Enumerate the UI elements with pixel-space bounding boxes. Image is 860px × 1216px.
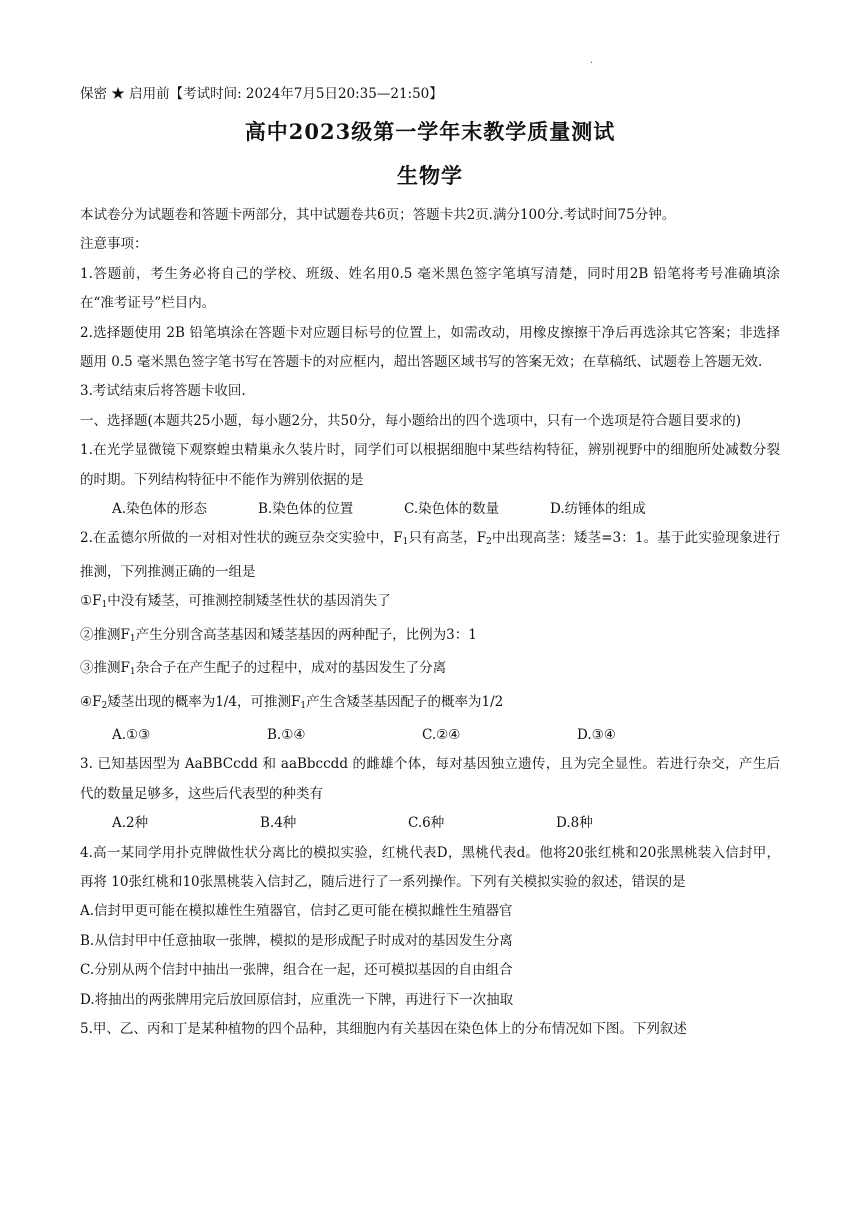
statement-4: $④F_2$矮茎出现的概率为1/4，可推测$F_1$产生含矮茎基因配子的概率为1/2 bbox=[80, 693, 504, 711]
question-3-options bbox=[80, 809, 780, 838]
option-d: D.纺锤体的组成 bbox=[550, 501, 646, 518]
option-a: A.2种 bbox=[112, 815, 149, 832]
statement-2: ②推测$F_1$产生分别含高茎基因和矮茎基因的两种配子，比例为3：1 bbox=[80, 626, 477, 644]
question-4-stem: 4.高一某同学用扑克牌做性状分离比的模拟实验，红桃代表D，黑桃代表d。他将20张红桃和20张黑桃装入信封甲，再将 10张红桃和10张黑桃装入信封乙，随后进行了一系列操作。下列有关模拟实验的叙述，错误的是 bbox=[80, 844, 780, 890]
subject-title: 生物学 bbox=[397, 163, 463, 188]
option-b: B.①④ bbox=[267, 726, 306, 743]
option-c: C.6种 bbox=[408, 815, 445, 832]
option-d: D.③④ bbox=[577, 726, 616, 743]
intro-paragraph: 本试卷分为试题卷和答题卡两部分，其中试题卷共6页；答题卡共2页.满分100分.考试时间75分钟。 bbox=[80, 207, 676, 223]
question-2-stem: 2.在孟德尔所做的一对相对性状的豌豆杂交实验中，$F_1$只有高茎，$F_2$中出现高茎：矮茎=3：1。基于此实验现象进行推测，下列推测正确的一组是 bbox=[80, 530, 780, 580]
question-1-options bbox=[80, 495, 780, 524]
statement-3: ③推测$F_1$杂合子在产生配子的过程中，成对的基因发生了分离 bbox=[80, 660, 447, 678]
option-b: B.从信封甲中任意抽取一张牌，模拟的是形成配子时成对的基因发生分离 bbox=[80, 932, 513, 949]
question-2-options bbox=[80, 721, 780, 750]
notice-heading: 注意事项： bbox=[80, 236, 148, 253]
option-c: C.②④ bbox=[422, 726, 461, 743]
notice-item-3: 3.考试结束后将答题卡收回. bbox=[80, 383, 246, 400]
notice-item-1: 1.答题前，考生务必将自己的学校、班级、姓名用0.5 毫米黑色签字笔填写清楚，同时用2B 铅笔将考号准确填涂在“准考证号”栏目内。 bbox=[80, 265, 780, 312]
confidential-line: 保密 ★ 启用前【考试时间: 2024年7月5日20:35—21:50】 bbox=[80, 86, 443, 102]
option-c: C.染色体的数量 bbox=[404, 501, 500, 518]
option-d: D.8种 bbox=[556, 815, 593, 832]
statement-1: $①F_1$中没有矮茎，可推测控制矮茎性状的基因消失了 bbox=[80, 593, 391, 611]
page-dot: · bbox=[590, 58, 594, 69]
question-3-stem: 3. 已知基因型为 AaBBCcdd 和 aaBbccdd 的雌雄个体，每对基因独立遗传，且为完全显性。若进行杂交，产生后代的数量足够多，这些后代表型的种类有 bbox=[80, 756, 780, 802]
option-a: A.信封甲更可能在模拟雄性生殖器官，信封乙更可能在模拟雌性生殖器官 bbox=[80, 903, 513, 920]
option-b: B.4种 bbox=[260, 815, 297, 832]
section-heading: 一、选择题(本题共25小题，每小题2分，共50分，每小题给出的四个选项中，只有一个选项是符合题目要求的) bbox=[80, 412, 741, 429]
exam-title: 高中2023级第一学年末教学质量测试 bbox=[244, 119, 616, 144]
option-a: A.①③ bbox=[112, 726, 151, 743]
exam-body bbox=[80, 201, 780, 1044]
question-1-stem: 1.在光学显微镜下观察蝗虫精巢永久装片时，同学们可以根据细胞中某些结构特征，辨别视野中的细胞所处减数分裂的时期。下列结构特征中不能作为辨别依据的是 bbox=[80, 442, 780, 488]
option-d: D.将抽出的两张牌用完后放回原信封，应重洗一下牌，再进行下一次抽取 bbox=[80, 991, 514, 1008]
option-b: B.染色体的位置 bbox=[258, 501, 354, 518]
option-c: C.分别从两个信封中抽出一张牌，组合在一起，还可模拟基因的自由组合 bbox=[80, 962, 513, 979]
question-5-stem: 5.甲、乙、丙和丁是某种植物的四个品种，其细胞内有关基因在染色体上的分布情况如下图。下列叙述 bbox=[80, 1020, 687, 1037]
option-a: A.染色体的形态 bbox=[112, 501, 208, 518]
notice-item-2: 2.选择题使用 2B 铅笔填涂在答题卡对应题目标号的位置上，如需改动，用橡皮擦擦干净后再选涂其它答案；非选择题用 0.5 毫米黑色签字笔书写在答题卡的对应框内，超出答题区域书写的答案无效；在草稿纸、试题卷上答题无效. bbox=[80, 324, 780, 371]
